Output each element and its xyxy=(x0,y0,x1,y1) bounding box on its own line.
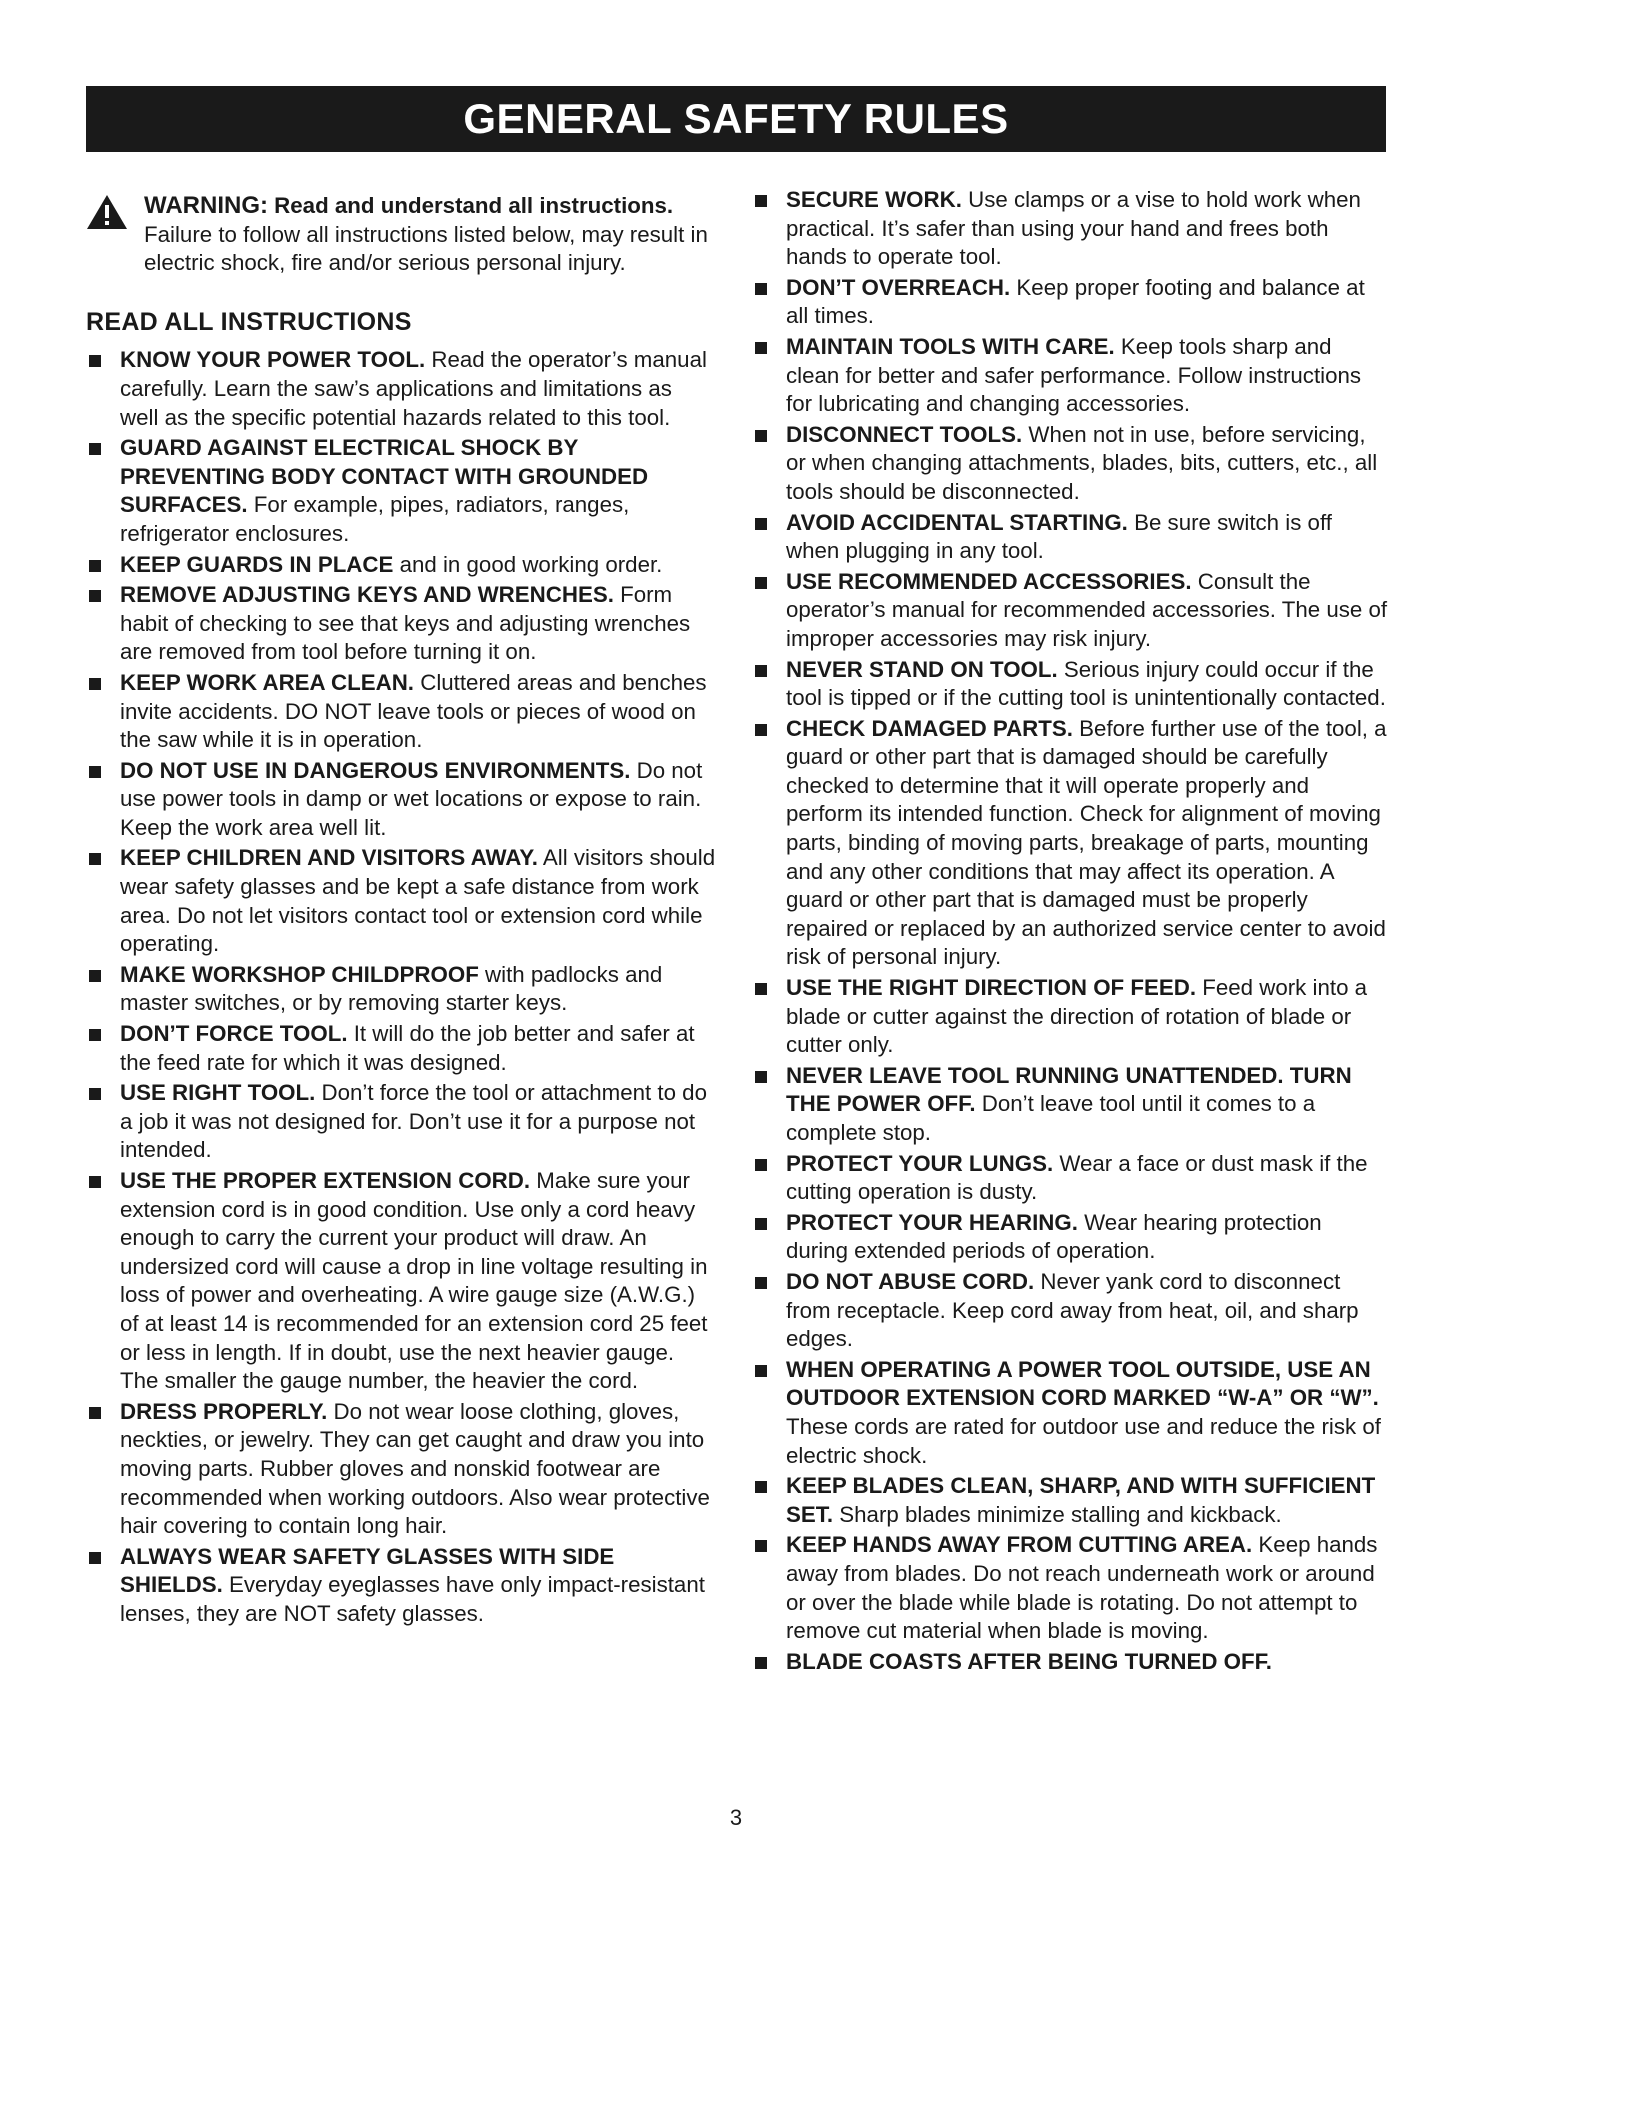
rule-body: Feed work into a blade or cutter against the direction of rotation of blade or cutter only. xyxy=(786,975,1368,1058)
rule-title: PROTECT YOUR HEARING. xyxy=(786,1209,1078,1235)
safety-rule-item xyxy=(86,551,716,580)
rule-body: with padlocks and master switches, or by removing starter keys. xyxy=(120,961,663,1016)
safety-rule-item xyxy=(86,1398,716,1541)
rule-body: Keep proper footing and balance at all times. xyxy=(786,274,1365,329)
safety-rule-item xyxy=(752,1062,1388,1148)
right-column xyxy=(752,186,1388,1678)
safety-rule-item xyxy=(752,974,1388,1060)
square-bullet-icon xyxy=(89,1407,101,1419)
rule-body: Use clamps or a vise to hold work when practical. It’s safer than using your hand and frees both hands to operate tool. xyxy=(786,187,1361,270)
safety-rule-item xyxy=(752,1209,1388,1266)
rule-body: Never yank cord to disconnect from receptacle. Keep cord away from heat, oil, and sharp edges. xyxy=(786,1268,1359,1352)
warning-block xyxy=(86,192,716,278)
safety-rule-item xyxy=(86,1020,716,1077)
square-bullet-icon xyxy=(755,724,767,736)
rule-body: Before further use of the tool, a guard or other part that is damaged should be carefully checked to determine that it will operate properly and perform its intended function. Check for alignment of moving parts, binding of moving parts, breakage of parts, mounting and any other conditions that may affect its operation. A guard or other part that is damaged must be properly repaired or replaced by an authorized service center to avoid risk of personal injury. xyxy=(786,715,1387,970)
rule-body: Cluttered areas and benches invite accidents. DO NOT leave tools or pieces of wood on the saw while it is in operation. xyxy=(120,669,707,753)
page-title: GENERAL SAFETY RULES xyxy=(463,95,1009,142)
rule-body: Sharp blades minimize stalling and kickback. xyxy=(833,1501,1282,1527)
rule-title: KEEP WORK AREA CLEAN. xyxy=(120,669,415,695)
square-bullet-icon xyxy=(755,1481,767,1493)
rule-body: Be sure switch is off when plugging in any tool. xyxy=(786,509,1332,564)
rule-title: MAKE WORKSHOP CHILDPROOF xyxy=(120,961,479,987)
rule-body: Don’t leave tool until it comes to a complete stop. xyxy=(786,1091,1316,1145)
warning-bold-text: Read and understand all instructions. xyxy=(267,193,674,218)
rule-body: Read the operator’s manual carefully. Learn the saw’s applications and limitations as well as the specific potential hazards related to this tool. xyxy=(120,347,707,430)
rule-title: KNOW YOUR POWER TOOL. xyxy=(120,347,426,373)
rule-title: KEEP GUARDS IN PLACE xyxy=(120,551,394,577)
rule-body: Do not use power tools in damp or wet locations or expose to rain. Keep the work area well lit. xyxy=(120,757,703,840)
rule-title: DRESS PROPERLY. xyxy=(120,1398,328,1424)
rule-body: Everyday eyeglasses have only impact-resistant lenses, they are NOT safety glasses. xyxy=(120,1572,705,1626)
safety-rule-item xyxy=(86,1543,716,1629)
rule-body: Do not wear loose clothing, gloves, neckties, or jewelry. They can get caught and draw you into moving parts. Rubber gloves and nonskid footwear are recommended when working outdoors. Also wear protective hair covering to contain long hair. xyxy=(120,1398,710,1539)
safety-rule-item xyxy=(752,509,1388,566)
rule-body: Make sure your extension cord is in good condition. Use only a cord heavy enough to carry the current your product will draw. An undersized cord will cause a drop in line voltage resulting in loss of power and overheating. A wire gauge size (A.W.G.) of at least 14 is recommended for an extension cord 25 feet or less in length. If in doubt, use the next heavier gauge. The smaller the gauge number, the heavier the cord. xyxy=(120,1168,708,1394)
rule-title: USE THE RIGHT DIRECTION OF FEED. xyxy=(786,975,1197,1001)
square-bullet-icon xyxy=(89,443,101,455)
rule-title: BLADE COASTS AFTER BEING TURNED OFF. xyxy=(786,1648,1272,1674)
safety-rule-item xyxy=(86,581,716,667)
safety-rule-item xyxy=(752,568,1388,654)
safety-rule-item xyxy=(752,1531,1388,1645)
rule-body: Wear a face or dust mask if the cutting operation is dusty. xyxy=(786,1150,1368,1205)
safety-rule-item xyxy=(752,1648,1388,1677)
square-bullet-icon xyxy=(755,1218,767,1230)
rule-title: DISCONNECT TOOLS. xyxy=(786,421,1023,447)
rule-title: MAINTAIN TOOLS WITH CARE. xyxy=(786,333,1115,359)
square-bullet-icon xyxy=(755,577,767,589)
rule-title: GUARD AGAINST ELECTRICAL SHOCK BY PREVENTING BODY CONTACT WITH GROUNDED SURFACES. xyxy=(120,435,649,518)
rule-body: Form habit of checking to see that keys and adjusting wrenches are removed from tool before turning it on. xyxy=(120,582,691,665)
safety-rule-item xyxy=(86,669,716,755)
left-rules-list xyxy=(86,346,716,1628)
square-bullet-icon xyxy=(755,1365,767,1377)
square-bullet-icon xyxy=(89,1552,101,1564)
square-bullet-icon xyxy=(755,518,767,530)
safety-rule-item xyxy=(752,421,1388,507)
section-heading: READ ALL INSTRUCTIONS xyxy=(86,307,412,336)
rule-title: KEEP HANDS AWAY FROM CUTTING AREA. xyxy=(786,1532,1253,1558)
safety-rule-item xyxy=(86,1079,716,1165)
rule-title: WHEN OPERATING A POWER TOOL OUTSIDE, USE AN OUTDOOR EXTENSION CORD MARKED “W-A” OR “W”. xyxy=(786,1356,1379,1411)
safety-rule-item xyxy=(86,961,716,1018)
safety-rule-item xyxy=(752,274,1388,331)
right-rules-list xyxy=(752,186,1388,1676)
safety-rule-item xyxy=(752,656,1388,713)
rule-title: KEEP BLADES CLEAN, SHARP, AND WITH SUFFICIENT SET. xyxy=(786,1473,1376,1527)
square-bullet-icon xyxy=(89,766,101,778)
rule-title: USE RIGHT TOOL. xyxy=(120,1080,316,1106)
rule-body: When not in use, before servicing, or when changing attachments, blades, bits, cutters, etc., all tools should be disconnected. xyxy=(786,421,1378,504)
rule-title: NEVER STAND ON TOOL. xyxy=(786,656,1058,682)
safety-rule-item xyxy=(86,1167,716,1396)
rule-title: PROTECT YOUR LUNGS. xyxy=(786,1150,1054,1176)
safety-rule-item xyxy=(86,844,716,958)
rule-title: KEEP CHILDREN AND VISITORS AWAY. xyxy=(120,845,538,871)
rule-body: Serious injury could occur if the tool is tipped or if the cutting tool is unintentionally contacted. xyxy=(786,656,1386,711)
safety-rule-item xyxy=(752,715,1388,972)
rule-body: Keep tools sharp and clean for better and safer performance. Follow instructions for lubricating and changing accessories. xyxy=(786,333,1362,417)
rule-body: All visitors should wear safety glasses and be kept a safe distance from work area. Do not let visitors contact tool or extension cord while operating. xyxy=(120,845,716,957)
page-title-banner xyxy=(86,86,1386,152)
rule-title: CHECK DAMAGED PARTS. xyxy=(786,715,1073,741)
rule-body: Keep hands away from blades. Do not reach underneath work or around or over the blade while blade is rotating. Do not attempt to remove cut material when blade is moving. xyxy=(786,1532,1378,1644)
safety-rule-item xyxy=(752,1150,1388,1207)
rule-title: NEVER LEAVE TOOL RUNNING UNATTENDED. TURN THE POWER OFF. xyxy=(786,1062,1352,1117)
square-bullet-icon xyxy=(89,590,101,602)
safety-rule-item xyxy=(752,333,1388,419)
rule-title: REMOVE ADJUSTING KEYS AND WRENCHES. xyxy=(120,582,614,608)
page-number: 3 xyxy=(729,1805,743,1830)
square-bullet-icon xyxy=(89,1176,101,1188)
rule-title: USE THE PROPER EXTENSION CORD. xyxy=(120,1168,531,1193)
square-bullet-icon xyxy=(755,283,767,295)
rule-body: Don’t force the tool or attachment to do a job it was not designed for. Don’t use it for a purpose not intended. xyxy=(120,1080,707,1163)
rule-body: For example, pipes, radiators, ranges, refrigerator enclosures. xyxy=(120,492,630,546)
left-column xyxy=(86,186,716,1631)
square-bullet-icon xyxy=(755,1540,767,1552)
safety-rule-item xyxy=(752,186,1388,272)
square-bullet-icon xyxy=(755,983,767,995)
safety-rule-item xyxy=(752,1268,1388,1354)
square-bullet-icon xyxy=(89,355,101,367)
square-bullet-icon xyxy=(755,1071,767,1083)
safety-rule-item xyxy=(752,1356,1388,1470)
rule-body: and in good working order. xyxy=(393,551,663,577)
square-bullet-icon xyxy=(755,1657,767,1669)
rule-title: DON’T FORCE TOOL. xyxy=(120,1021,348,1047)
safety-rule-item xyxy=(86,434,716,548)
rule-title: DON’T OVERREACH. xyxy=(786,274,1011,300)
square-bullet-icon xyxy=(89,678,101,690)
safety-rule-item xyxy=(86,757,716,843)
rule-title: SECURE WORK. xyxy=(786,187,962,212)
rule-title: DO NOT ABUSE CORD. xyxy=(786,1268,1035,1294)
rule-body: These cords are rated for outdoor use and reduce the risk of electric shock. xyxy=(786,1413,1381,1468)
square-bullet-icon xyxy=(89,1029,101,1041)
square-bullet-icon xyxy=(89,853,101,865)
square-bullet-icon xyxy=(89,560,101,572)
warning-label: WARNING: xyxy=(144,192,268,219)
square-bullet-icon xyxy=(755,195,767,207)
warning-triangle-icon xyxy=(86,194,128,230)
rule-title: USE RECOMMENDED ACCESSORIES. xyxy=(786,568,1192,594)
rule-body: Wear hearing protection during extended periods of operation. xyxy=(786,1209,1322,1264)
rule-body: Consult the operator’s manual for recommended accessories. The use of improper accessories may risk injury. xyxy=(786,568,1388,651)
rule-title: ALWAYS WEAR SAFETY GLASSES WITH SIDE SHIELDS. xyxy=(120,1543,615,1598)
square-bullet-icon xyxy=(755,342,767,354)
rule-title: AVOID ACCIDENTAL STARTING. xyxy=(786,509,1128,535)
square-bullet-icon xyxy=(755,430,767,442)
square-bullet-icon xyxy=(755,1159,767,1171)
rule-title: DO NOT USE IN DANGEROUS ENVIRONMENTS. xyxy=(120,757,631,783)
rule-body: It will do the job better and safer at the feed rate for which it was designed. xyxy=(120,1021,695,1075)
square-bullet-icon xyxy=(755,1277,767,1289)
safety-rule-item xyxy=(752,1472,1388,1529)
square-bullet-icon xyxy=(755,665,767,677)
safety-rule-item xyxy=(86,346,716,432)
square-bullet-icon xyxy=(89,1088,101,1100)
warning-body: Failure to follow all instructions listed below, may result in electric shock, fire and/or serious personal injury. xyxy=(144,221,708,276)
square-bullet-icon xyxy=(89,970,101,982)
